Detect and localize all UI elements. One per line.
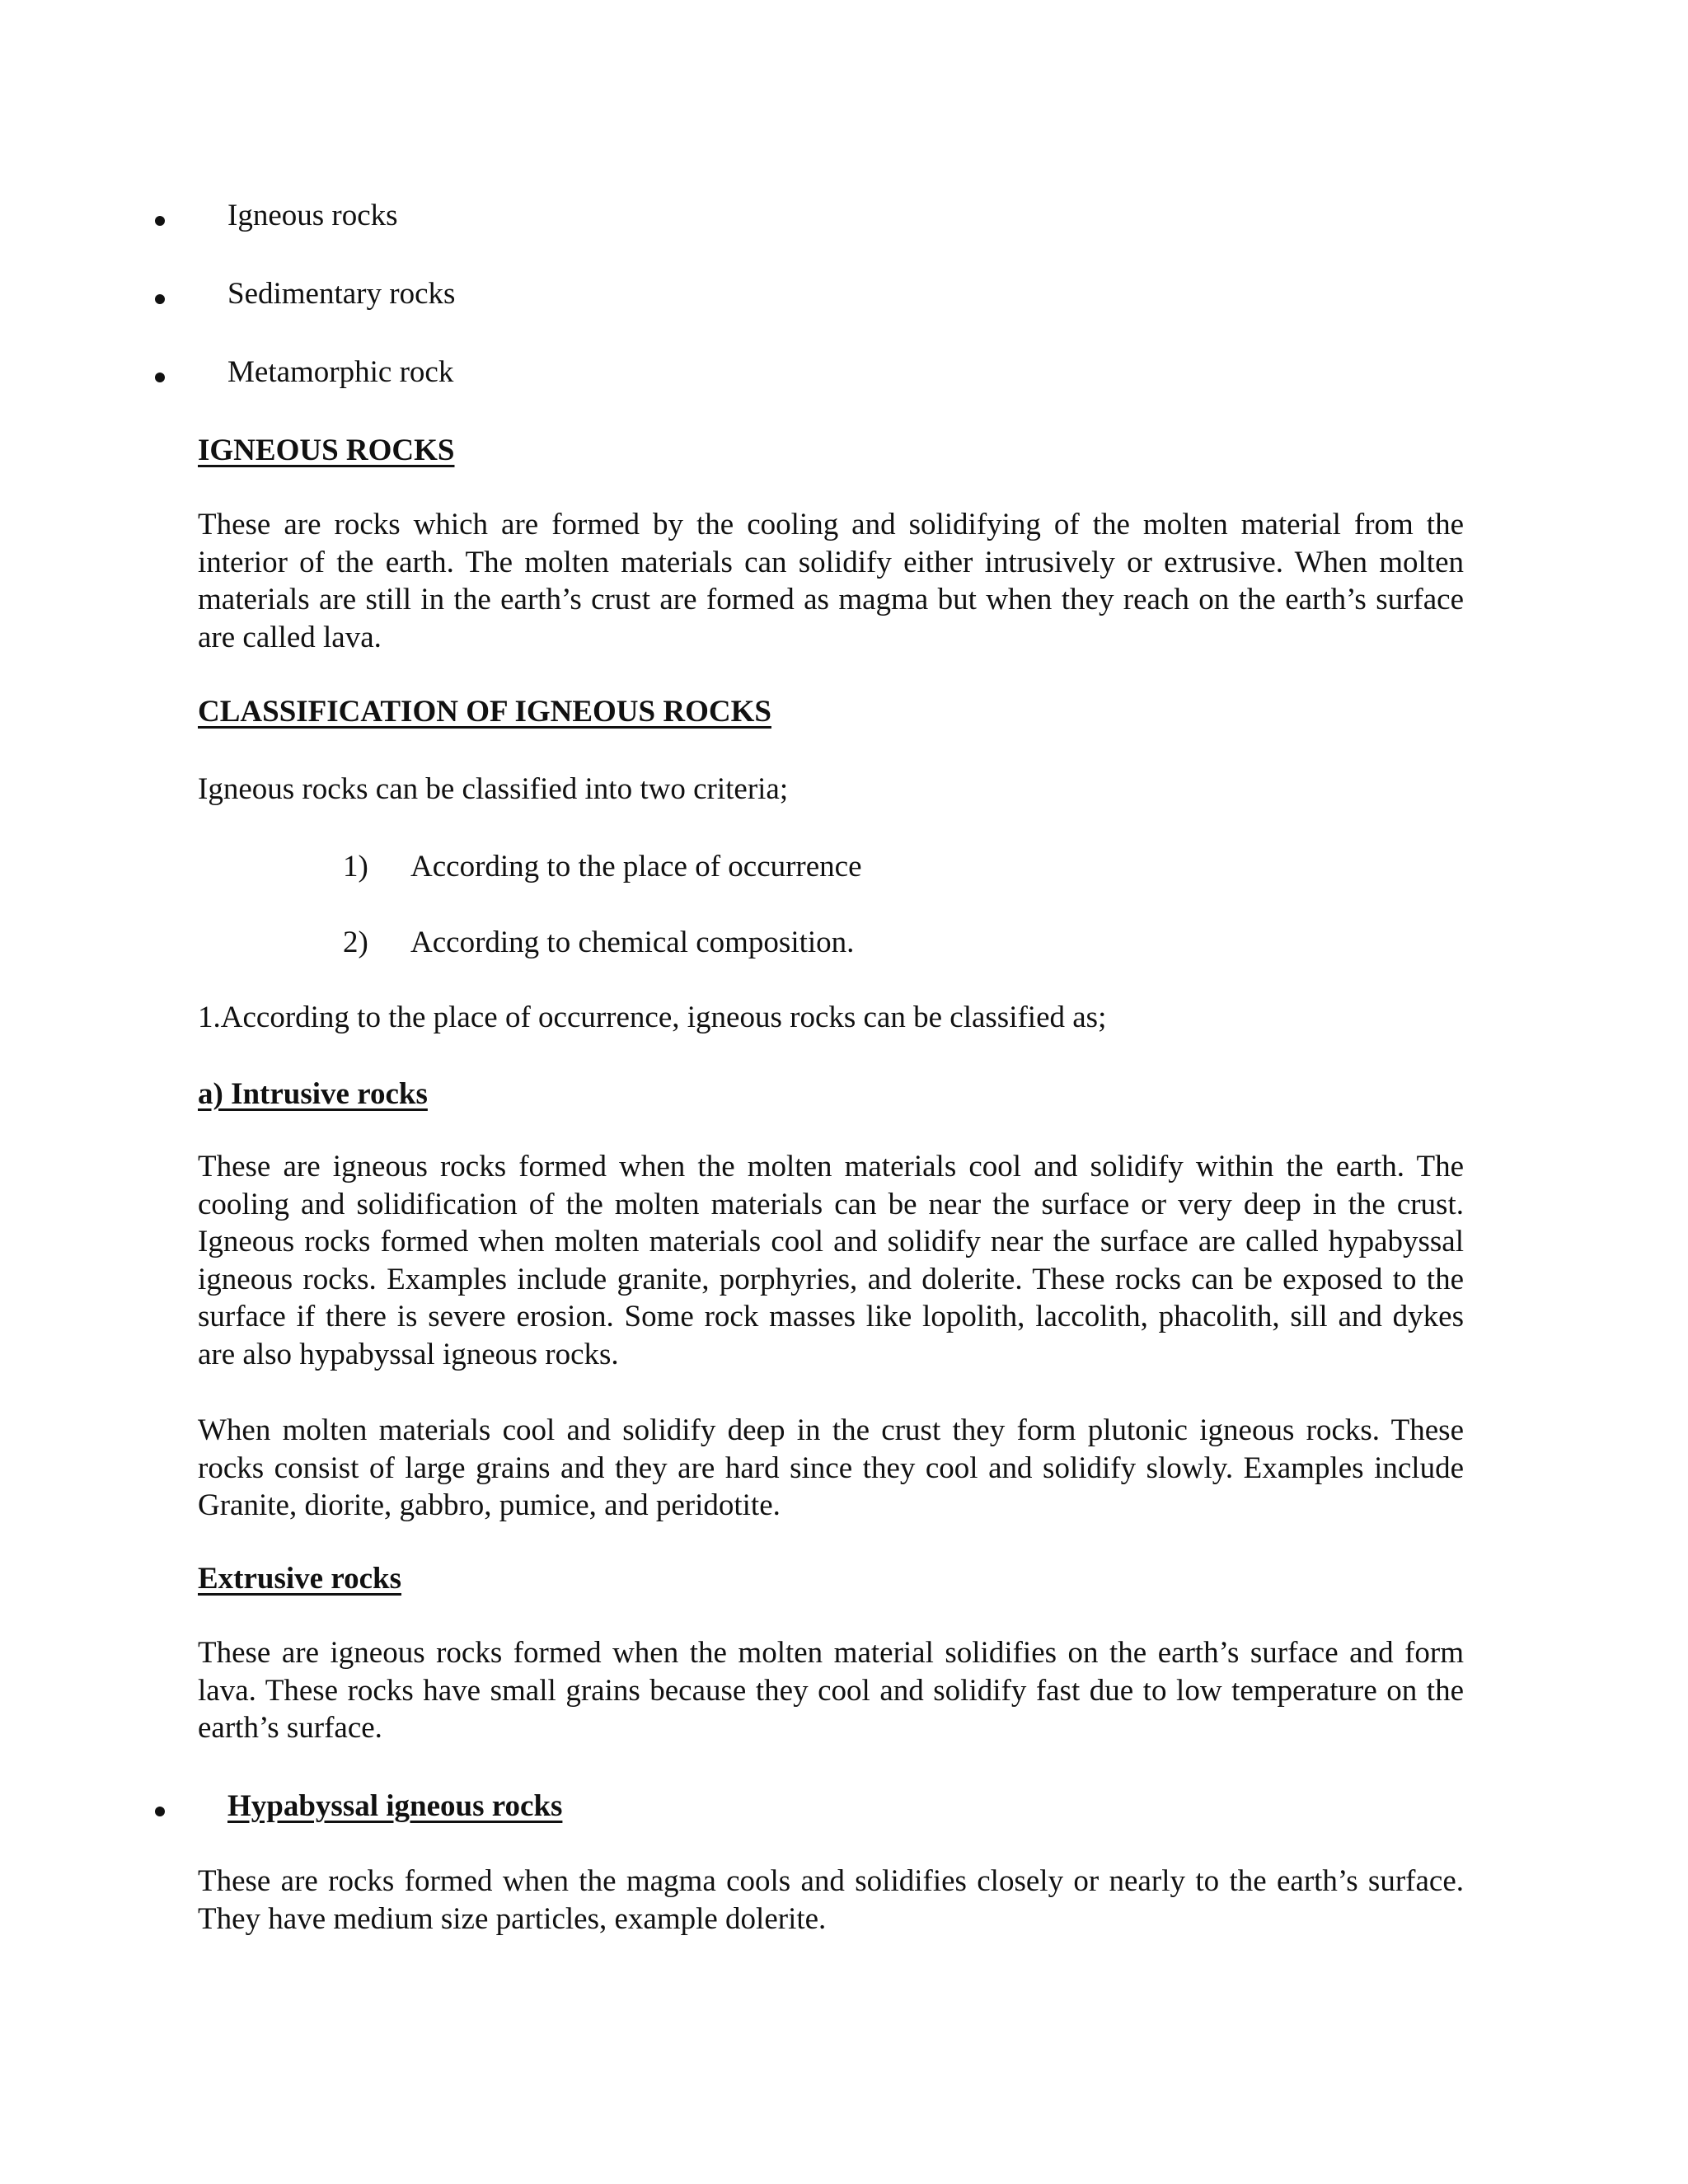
igneous-paragraph: These are rocks which are formed by the cooling and solidifying of the molten material from the interior of the earth. The molten materials can solidify either intrusively or extrusive. When molten materials are still in the earth’s crust are formed as magma but when they reach on the earth’s surface are called lava.: [198, 508, 1464, 654]
bullet-icon: [155, 373, 165, 382]
intrusive-heading: a) Intrusive rocks: [198, 1077, 428, 1111]
extrusive-heading: Extrusive rocks: [198, 1562, 402, 1596]
criteria-number-1: 1): [343, 850, 368, 883]
classification-intro: Igneous rocks can be classified into two criteria;: [198, 772, 789, 806]
place-of-occurrence-intro: 1.According to the place of occurrence, igneous rocks can be classified as;: [198, 1001, 1107, 1034]
extrusive-paragraph: These are igneous rocks formed when the molten material solidifies on the earth’s surface and form lava. These rocks have small grains because they cool and solidify fast due to low temperature on the earth’s surface.: [198, 1636, 1464, 1745]
bullet-item-hypabyssal: [0, 1788, 1688, 1838]
bullet-item-label: Sedimentary rocks: [227, 277, 456, 311]
bullet-item-label: Metamorphic rock: [227, 355, 454, 389]
intrusive-paragraph-1: These are igneous rocks formed when the molten materials cool and solidify within the earth. The cooling and solidification of the molten materials can be near the surface or very deep in the crust. Igneous rocks formed when molten materials cool and solidify near the surface are called hypabyssal igneous rocks. Examples include granite, porphyries, and dolerite. These rocks can be exposed to the surface if there is severe erosion. Some rock masses like lopolith, laccolith, phacolith, sill and dykes are also hypabyssal igneous rocks.: [198, 1150, 1464, 1371]
bullet-item-sedimentary: [0, 276, 1688, 326]
hypabyssal-paragraph: These are rocks formed when the magma cools and solidifies closely or nearly to the earth’s surface. They have medium size particles, example dolerite.: [198, 1864, 1464, 1936]
igneous-heading: IGNEOUS ROCKS: [198, 434, 455, 467]
hypabyssal-heading: Hypabyssal igneous rocks: [227, 1789, 563, 1823]
criteria-text-1: According to the place of occurrence: [410, 850, 862, 883]
intrusive-paragraph-2: When molten materials cool and solidify deep in the crust they form plutonic igneous rocks. These rocks consist of large grains and they are hard since they cool and solidify slowly. Examples include Granite, diorite, gabbro, pumice, and peridotite.: [198, 1413, 1464, 1522]
bullet-item-metamorphic: [0, 354, 1688, 404]
bullet-item-label: Igneous rocks: [227, 199, 398, 232]
bullet-item-igneous: [0, 198, 1688, 247]
bullet-icon: [155, 294, 165, 304]
criteria-number-2: 2): [343, 926, 368, 959]
classification-heading: CLASSIFICATION OF IGNEOUS ROCKS: [198, 695, 771, 729]
bullet-icon: [155, 1807, 165, 1816]
criteria-text-2: According to chemical composition.: [410, 926, 855, 959]
bullet-icon: [155, 216, 165, 226]
